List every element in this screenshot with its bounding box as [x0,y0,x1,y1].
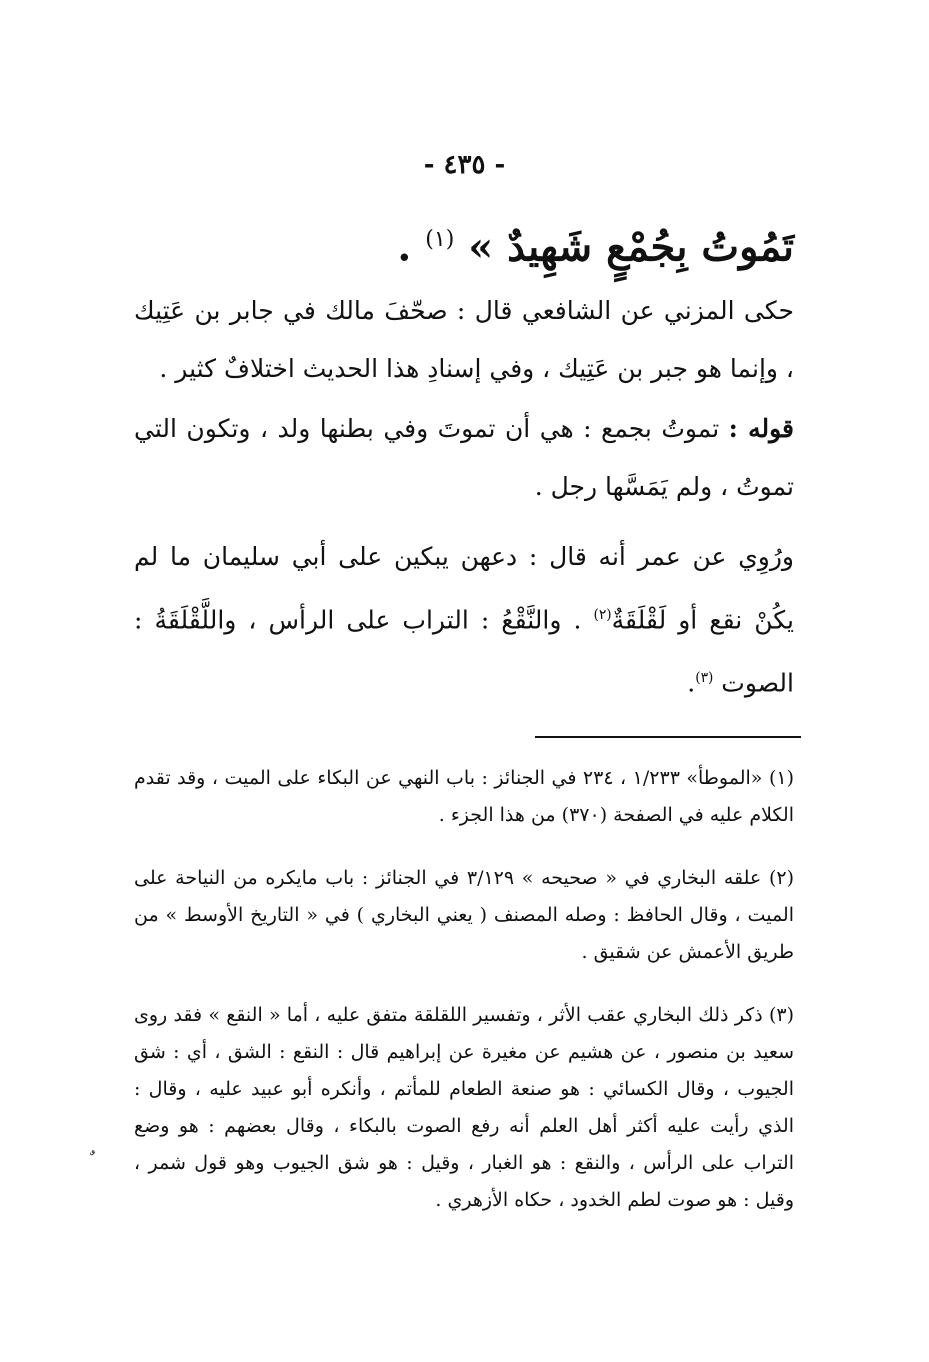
footnote-marker: (٢) [768,867,794,889]
paragraph-text: ورُوِي عن عمر أنه قال : دعهن يبكين على أبي سليمان ما لم يكُنْ نقع أو لَقْلَقَةٌ [134,542,795,635]
paragraph-umar [134,528,794,713]
paragraph-mazni [134,282,794,398]
paragraph-text: تموتُ بجمع : هي أن تموتَ وفي بطنها ولد ، وتكون التي تموتُ ، ولم يَمَسَّها رجل . [134,414,794,501]
footnote-2 [134,860,794,971]
paragraph-definition [134,400,794,516]
paragraph-lead: قوله : [728,414,794,443]
section-heading [134,212,794,275]
footnote-text: علقه البخاري في « صحيحه » ٣/١٢٩ في الجنائز : باب مايكره من النياحة على الميت ، وقال الحافظ : وصله المصنف ( يعني البخاري ) في « التاريخ الأوسط » من طريق الأعمش عن شقيق . [134,867,794,963]
heading-footnote-ref[interactable]: (١) [425,227,455,252]
footnote-marker: (٣) [768,1004,794,1026]
page-number: - ٤٣٥ - [423,150,506,180]
heading-trail: . [397,223,412,271]
footnote-marker: (١) [768,767,794,789]
paragraph-tail: . [687,668,696,698]
footnote-text: ذكر ذلك البخاري عقب الأثر ، وتفسير اللقلقة متفق عليه ، أما « النقع » فقد روى سعيد بن منصور ، عن هشيم عن مغيرة عن إبراهيم قال : النقع : الشق ، أي : شق الجيوب ، وقال الكسائي : هو صنعة الطعام للمأتم ، وأنكره أبو عبيد عليه ، وقال : الذي رأيت عليه أكثر أهل العلم أنه رفع الصوت بالبكاء ، وقال بعضهم : هو وضع التراب على الرأس ، والنقع : هو الغبار ، وقيل : هو شق الجيوب وهو قول شمر ، وقيل : هو صوت لطم الخدود ، حكاه الأزهري . [134,1004,794,1211]
footnote-ref-3[interactable]: (٣) [695,670,714,687]
paragraph-text-after: . والنَّقْعُ : التراب على الرأس ، واللَّقْلَقَةُ : الصوت [134,605,794,698]
heading-text: تَمُوتُ بِجُمْعٍ شَهِيدٌ » [468,223,794,271]
footnote-text: «الموطأ» ١/٢٣٣ ، ٢٣٤ في الجنائز : باب النهي عن البكاء على الميت ، وقد تقدم الكلام عليه في الصفحة (٣٧٠) من هذا الجزء . [134,767,794,826]
footnote-3 [134,997,794,1219]
footnote-ref-2[interactable]: (٢) [593,607,612,623]
paragraph-text: حكى المزني عن الشافعي قال : صحّفَ مالك في جابر بن عَتِيك ، وإنما هو جبر بن عَتِيك ، وفي إسنادِ هذا الحديث اختلافٌ كثير . [134,296,794,383]
footnote-1 [134,760,794,834]
footnote-separator [535,736,801,738]
